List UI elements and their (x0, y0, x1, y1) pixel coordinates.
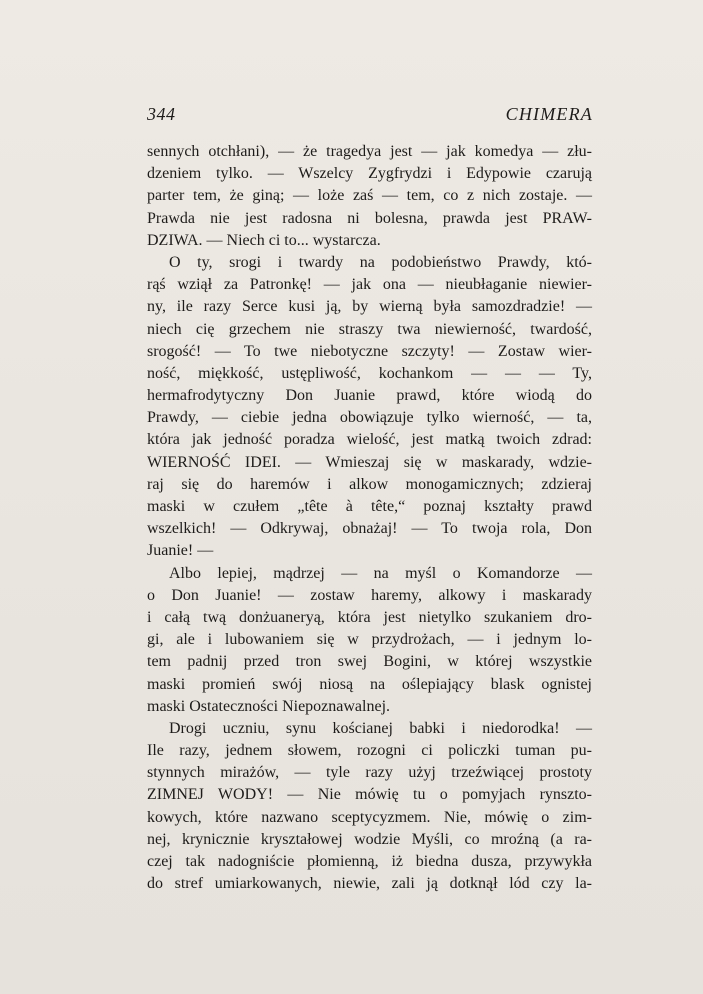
text-line: hermafrodytyczny Don Juanie prawd, które wiodą do (147, 387, 592, 405)
text-line: kowych, które nazwano sceptycyzmem. Nie, mówię o zim- (147, 808, 592, 826)
text-line: tem padnij przed tron swej Bogini, w której wszystkie (147, 653, 592, 671)
text-line: niech cię grzechem nie straszy twa niewierność, twardość, (147, 320, 592, 338)
text-line: maski promień swój niosą na oślepiający blask ognistej (147, 675, 592, 693)
text-line: i całą twą donżuaneryą, która jest nietylko szukaniem dro- (147, 608, 592, 626)
text-line: Ile razy, jednem słowem, rozogni ci policzki tuman pu- (147, 742, 592, 760)
text-line: dzeniem tylko. — Wszelcy Zygfrydzi i Edypowie czarują (147, 165, 592, 183)
text-line: ZIMNEJ WODY! — Nie mówię tu o pomyjach rynszto- (147, 786, 592, 804)
text-line: gi, ale i lubowaniem się w przydrożach, — i jednym lo- (147, 631, 592, 649)
text-line: Drogi uczniu, synu kościanej babki i niedorodka! — (169, 719, 592, 737)
text-line: Albo lepiej, mądrzej — na myśl o Komandorze — (169, 564, 592, 582)
text-line: o Don Juanie! — zostaw haremy, alkowy i maskarady (147, 586, 592, 604)
text-line: wszelkich! — Odkrywaj, obnażaj! — To twoja rola, Don (147, 520, 592, 538)
running-title: CHIMERA (505, 104, 593, 124)
page-header (147, 104, 593, 128)
text-line: Juanie! — (147, 542, 214, 560)
text-line: Prawdy, — ciebie jedna obowiązuje tylko wierność, — ta, (147, 409, 592, 427)
text-line: ny, ile razy Serce kusi ją, by wierną była samozdradzie! — (147, 298, 592, 316)
text-line: do stref umiarkowanych, niewie, zali ją dotknął lód czy la- (147, 875, 592, 893)
text-line: O ty, srogi i twardy na podobieństwo Prawdy, któ- (169, 253, 592, 271)
text-line: która jak jedność poradza wielość, jest matką twoich zdrad: (147, 431, 592, 449)
text-line: rąś wziął za Patronkę! — jak ona — nieubłaganie niewier- (147, 276, 592, 294)
body-text (147, 141, 592, 895)
text-line: WIERNOŚĆ IDEI. — Wmieszaj się w maskarady, wdzie- (147, 453, 592, 471)
page-number: 344 (147, 104, 176, 124)
text-line: Prawda nie jest radosna ni bolesna, prawda jest PRAW- (147, 209, 592, 227)
text-line: czej tak nadogniście płomienną, iż biedna dusza, przywykła (147, 853, 592, 870)
text-line: sennych otchłani), — że tragedya jest — jak komedya — złu- (147, 143, 592, 160)
text-line: raj się do haremów i alkow monogamicznych; zdzieraj (147, 475, 592, 493)
text-line: srogość! — To twe niebotyczne szczyty! — Zostaw wier- (147, 342, 592, 360)
text-line: nej, krynicznie kryształowej wodzie Myśli, co mroźną (a ra- (147, 830, 592, 848)
text-line: DZIWA. — Niech ci to... wystarcza. (147, 231, 381, 249)
text-line: maski Ostateczności Niepoznawalnej. (147, 697, 391, 715)
text-line: stynnych mirażów, — tyle razy użyj trzeźwiącej prostoty (147, 764, 592, 782)
text-line: ność, miękkość, ustępliwość, kochankom — — — Ty, (147, 364, 592, 382)
text-line: parter tem, że giną; — loże zaś — tem, co z nich zostaje. — (147, 187, 592, 205)
text-line: maski w czułem „tête à tête,“ poznaj kształty prawd (147, 498, 592, 515)
